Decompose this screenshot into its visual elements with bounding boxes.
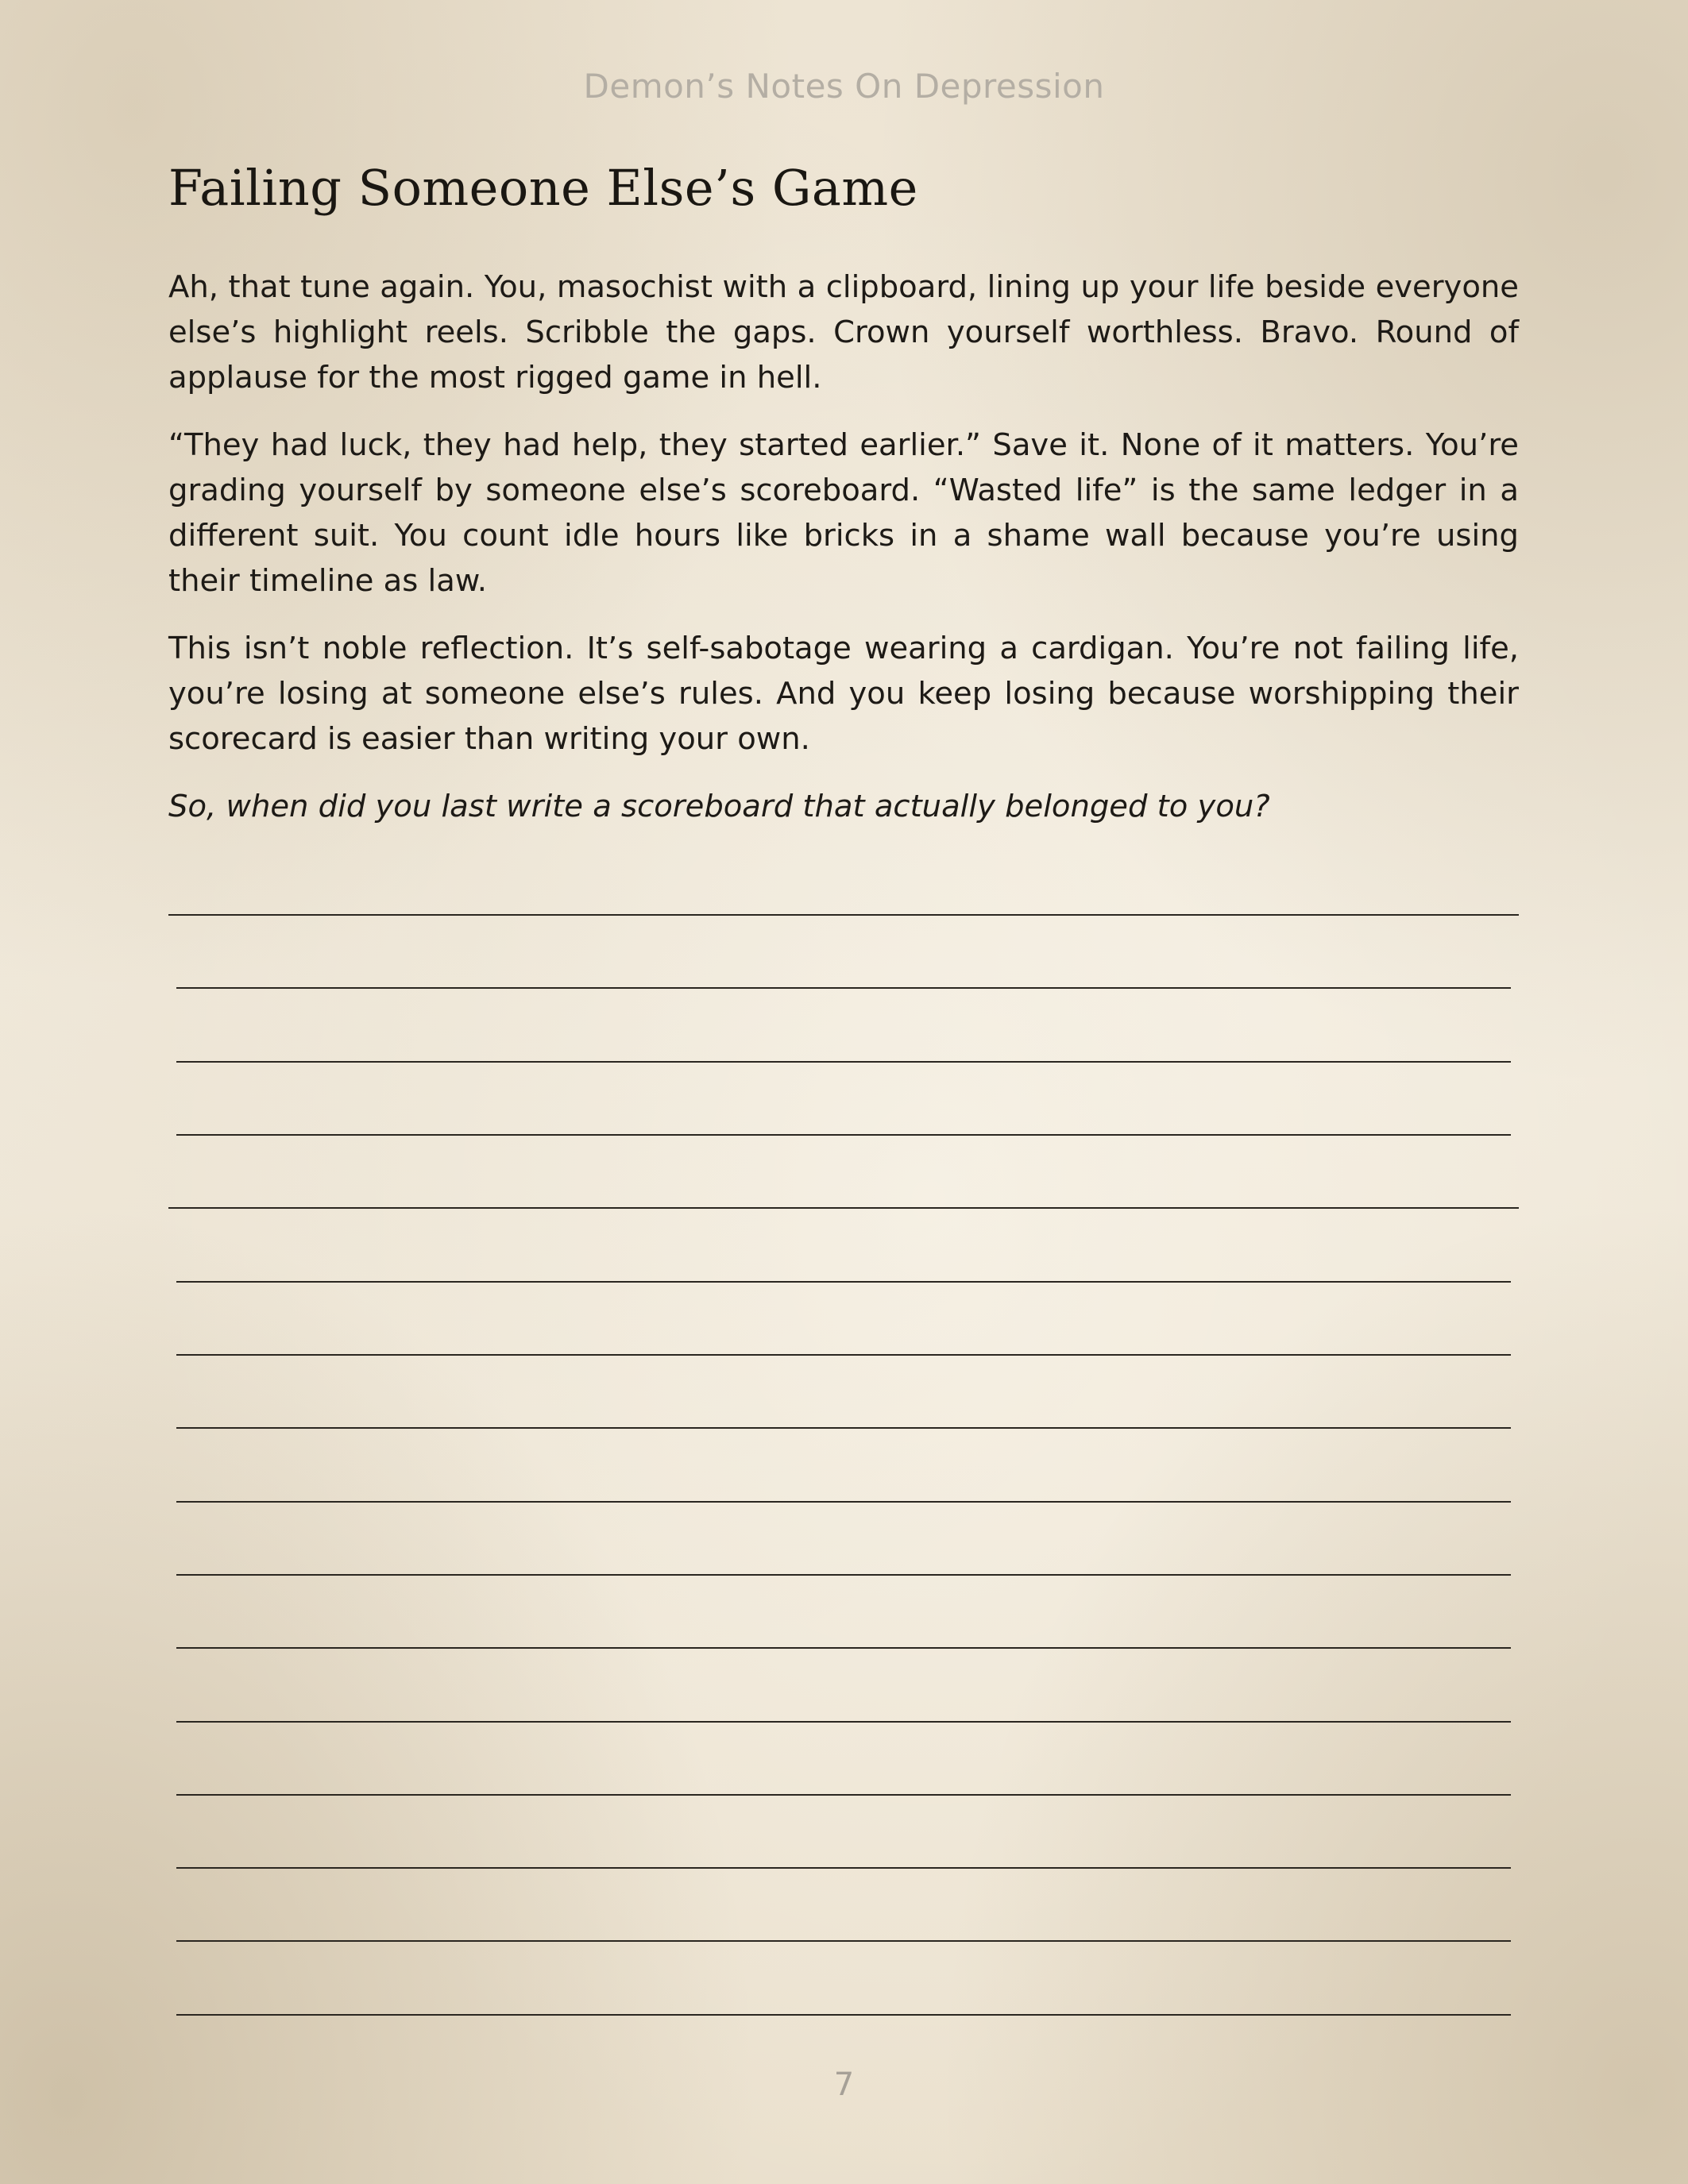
writing-line[interactable] [176,1794,1511,1796]
writing-line[interactable] [176,1867,1511,1869]
writing-line[interactable] [176,987,1511,989]
writing-line[interactable] [176,1647,1511,1649]
writing-line[interactable] [168,914,1519,916]
writing-line[interactable] [176,1061,1511,1063]
writing-line[interactable] [176,1134,1511,1136]
writing-line[interactable] [176,2014,1511,2016]
writing-line[interactable] [176,1354,1511,1356]
chapter-title: Failing Someone Else’s Game [168,159,918,217]
writing-line[interactable] [176,1501,1511,1503]
writing-line[interactable] [176,1574,1511,1576]
paragraph-3: This isn’t noble reflection. It’s self-sabotage wearing a cardigan. You’re not failing life, you’re losing at someone else’s rules. And you keep losing because worshipping their scorecard is easier than writing your own. [168,631,1519,757]
page-number: 7 [833,2066,855,2103]
paragraph-2: “They had luck, they had help, they started earlier.” Save it. None of it matters. You’re grading yourself by someone else’s scoreboard. “Wasted life” is the same ledger in a different suit. You count idle hours like bricks in a shame wall because you’re using their timeline as law. [168,427,1519,599]
writing-line[interactable] [176,1721,1511,1723]
writing-line[interactable] [176,1427,1511,1429]
writing-line[interactable] [176,1940,1511,1942]
paragraph-1: Ah, that tune again. You, masochist with a clipboard, lining up your life beside everyone else’s highlight reels. Scribble the gaps. Crown yourself worthless. Bravo. Round of applause for the most rigged game in hell. [168,269,1519,396]
writing-line[interactable] [176,1281,1511,1283]
reflection-question: So, when did you last write a scoreboard that actually belonged to you? [168,789,1270,824]
running-header: Demon’s Notes On Depression [583,67,1105,106]
writing-line[interactable] [168,1207,1519,1209]
